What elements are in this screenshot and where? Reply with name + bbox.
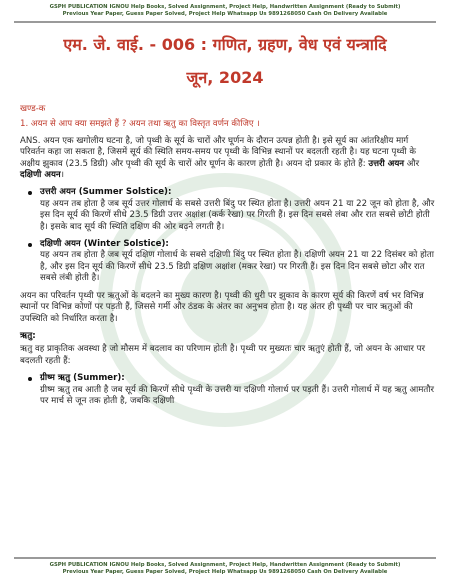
header-line-1: GSPH PUBLICATION IGNOU Help Books, Solved Assignment, Project Help, Handwritten Assignment (Ready to Submit) (49, 4, 401, 10)
list-item (40, 239, 435, 285)
season-intro: ऋतु वह प्राकृतिक अवस्था है जो मौसम में बदलाव का परिणाम होती है। पृथ्वी पर मुख्यतः चार ऋतुएं होती हैं, जो अयन के आधार पर बदलती रहती हैं: (20, 344, 425, 366)
header-bar (0, 4, 450, 18)
season-list (20, 373, 435, 407)
footer-bar (0, 562, 450, 576)
southern-solstice-term: दक्षिणी अयन (20, 170, 61, 181)
list-item (40, 373, 435, 407)
document-body (20, 104, 435, 413)
list-item-text: यह अयन तब होता है जब सूर्य उत्तर गोलार्ध के सबसे उत्तरी बिंदु पर स्थित होता है। उत्तरी अयन 21 या 22 जून को होता है, और इस दिन सूर्य की किरणें सीधे 23.5 डिग्री उत्तर अक्षांश (कर्क रेखा) पर गिरती हैं। इस दिन सबसे लंबा और रात सबसे छोटी होती है। इसके बाद सूर्य की स्थिति दक्षिण की ओर बढ़ने लगती है। (40, 198, 435, 232)
list-item-heading: दक्षिणी अयन (Winter Solstice): (40, 239, 169, 250)
season-heading: ऋतु: (20, 330, 36, 341)
section-label: खण्ड-क (20, 104, 46, 114)
and-connector: और (404, 158, 420, 169)
list-item-heading: ग्रीष्म ऋतु (Summer): (40, 373, 125, 384)
bullet-icon (28, 377, 32, 381)
bullet-icon (28, 243, 32, 247)
header-divider (14, 21, 436, 23)
solstice-summary: अयन का परिवर्तन पृथ्वी पर ऋतुओं के बदलने का मुख्य कारण है। पृथ्वी की धुरी पर झुकाव के कारण सूर्य की किरणें वर्ष भर विभिन्न स्थानों पर विभिन्न कोणों पर पड़ती हैं, जिससे गर्मी और ठंडक के अंतर का अनुभव होता है। यह अंतर ही पृथ्वी पर चार ऋतुओं की उपस्थिति को निर्धारित करता है। (20, 290, 424, 324)
exam-date: जून, 2024 (186, 68, 264, 87)
list-item (40, 187, 435, 233)
intro-end-mark: । (60, 170, 64, 181)
page-title: एम. जे. वाई. - 006 : गणित, ग्रहण, वेध एवं यन्त्रादि (63, 35, 387, 54)
bullet-icon (28, 191, 32, 195)
answer-intro (20, 136, 435, 182)
answer-intro-text: ANS. अयन एक खगोलीय घटना है, जो पृथ्वी के सूर्य के चारों और घूर्णन के दौरान उत्पन्न होती है। इसे सूर्य का आंतरिक्षीय मार्ग परिवर्तन कहा जा सकता है, जिसमें सूर्य की स्थिति समय-समय पर पृथ्वी के विभिन्न स्थानों पर बदलती रहती है। यह घटना पृथ्वी के अक्षीय झुकाव (23.5 डिग्री) और पृथ्वी की सूर्य के चारों ओर घूर्णन के कारण होती है। अयन दो प्रकार के होते हैं: (20, 135, 416, 169)
northern-solstice-term: उत्तरी अयन (368, 158, 405, 169)
footer-line-1: GSPH PUBLICATION IGNOU Help Books, Solved Assignment, Project Help, Handwritten Assignment (Ready to Submit) (49, 562, 401, 568)
solstice-list (20, 187, 435, 284)
question-text: 1. अयन से आप क्या समझते हैं ? अयन तथा ऋतु का विस्तृत वर्णन कीजिए । (20, 119, 260, 130)
footer-divider (14, 557, 436, 559)
list-item-text: यह अयन तब होता है जब सूर्य दक्षिण गोलार्ध के सबसे दक्षिणी बिंदु पर स्थित होता है। दक्षिणी अयन 21 या 22 दिसंबर को होता है, और इस दिन सूर्य की किरणें सीधे 23.5 डिग्री दक्षिण अक्षांश (मकर रेखा) पर गिरती हैं। इस दिन दिन सबसे छोटा और रात सबसे लंबी होती है। (40, 250, 435, 284)
list-item-text: ग्रीष्म ऋतु तब आती है जब सूर्य की किरणें सीधे पृथ्वी के उत्तरी या दक्षिणी गोलार्ध पर पड़ती हैं। उत्तरी गोलार्ध में यह ऋतु आमतौर पर मार्च से जून तक होती है, जबकि दक्षिणी (40, 384, 435, 406)
header-line-2: Previous Year Paper, Guess Paper Solved, Project Help Whatsapp Us 9891268050 Cash On Delivery Available (62, 11, 388, 17)
footer-line-2: Previous Year Paper, Guess Paper Solved, Project Help Whatsapp Us 9891268050 Cash On Delivery Available (62, 569, 388, 575)
list-item-heading: उत्तरी अयन (Summer Solstice): (40, 187, 172, 198)
